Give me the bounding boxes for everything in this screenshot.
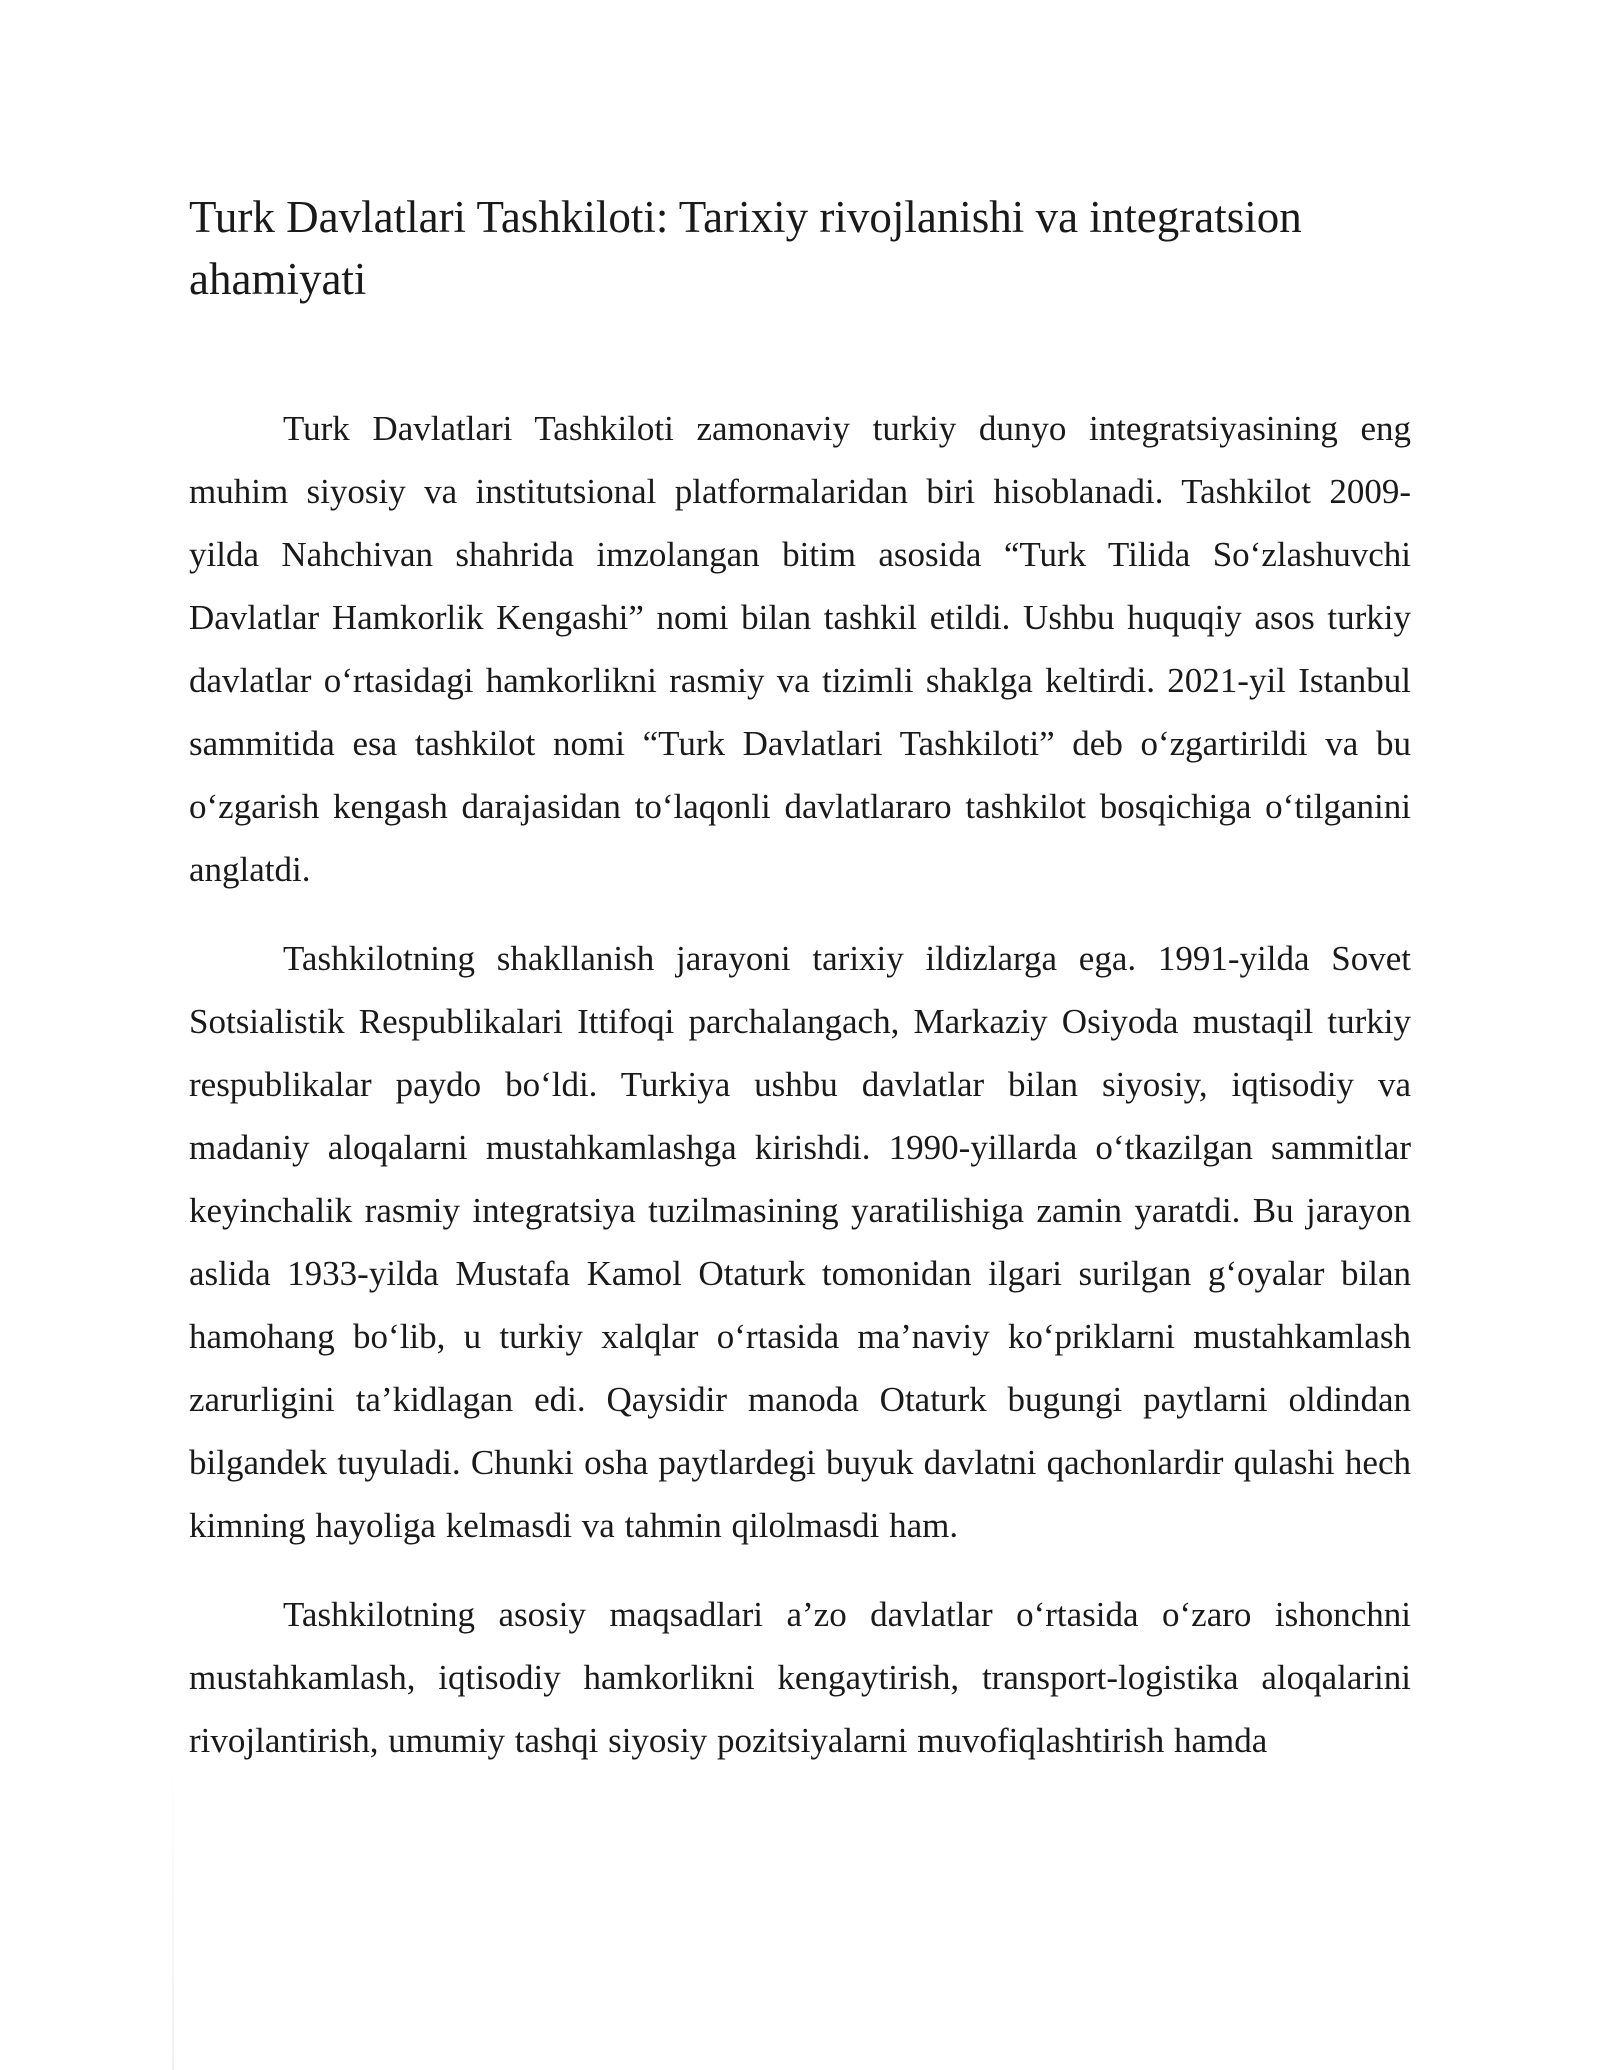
paragraph-3: Tashkilotning asosiy maqsadlari a’zo davlatlar o‘rtasida o‘zaro ishonchni mustahkamlash, iqtisodiy hamkorlikni kengaytirish, transport-logistika aloqalarini rivojlantirish, umumiy tashqi siyosiy pozitsiyalarni muvofiqlashtirish hamda — [189, 1595, 1411, 1760]
document-title: Turk Davlatlari Tashkiloti: Tarixiy rivojlanishi va integratsion ahamiyati — [189, 192, 1302, 304]
page-edge-shadow — [172, 1760, 174, 2070]
paragraph-1: Turk Davlatlari Tashkiloti zamonaviy turkiy dunyo integratsiyasining eng muhim siyosiy va institutsional platformalaridan biri hisoblanadi. Tashkilot 2009-yilda Nahchivan shahrida imzolangan bitim asosida “Turk Tilida So‘zlashuvchi Davlatlar Hamkorlik Kengashi” nomi bilan tashkil etildi. Ushbu huquqiy asos turkiy davlatlar o‘rtasidagi hamkorlikni rasmiy va tizimli shaklga keltirdi. 2021-yil Istanbul sammitida esa tashkilot nomi “Turk Davlatlari Tashkiloti” deb o‘zgartirildi va bu o‘zgarish kengash darajasidan to‘laqonli davlatlararo tashkilot bosqichiga o‘tilganini anglatdi. — [189, 409, 1411, 889]
document-body — [189, 397, 1411, 1798]
paragraph-2: Tashkilotning shakllanish jarayoni tarixiy ildizlarga ega. 1991-yilda Sovet Sotsialistik Respublikalari Ittifoqi parchalangach, Markaziy Osiyoda mustaqil turkiy respublikalar paydo bo‘ldi. Turkiya ushbu davlatlar bilan siyosiy, iqtisodiy va madaniy aloqalarni mustahkamlashga kirishdi. 1990-yillarda o‘tkazilgan sammitlar keyinchalik rasmiy integratsiya tuzilmasining yaratilishiga zamin yaratdi. Bu jarayon aslida 1933-yilda Mustafa Kamol Otaturk tomonidan ilgari surilgan g‘oyalar bilan hamohang bo‘lib, u turkiy xalqlar o‘rtasida ma’naviy ko‘priklarni mustahkamlash zarurligini ta’kidlagan edi. Qaysidir manoda Otaturk bugungi paytlarni oldindan bilgandek tuyuladi. Chunki osha paytlardegi buyuk davlatni qachonlardir qulashi hech kimning hayoliga kelmasdi va tahmin qilolmasdi ham. — [189, 939, 1411, 1545]
